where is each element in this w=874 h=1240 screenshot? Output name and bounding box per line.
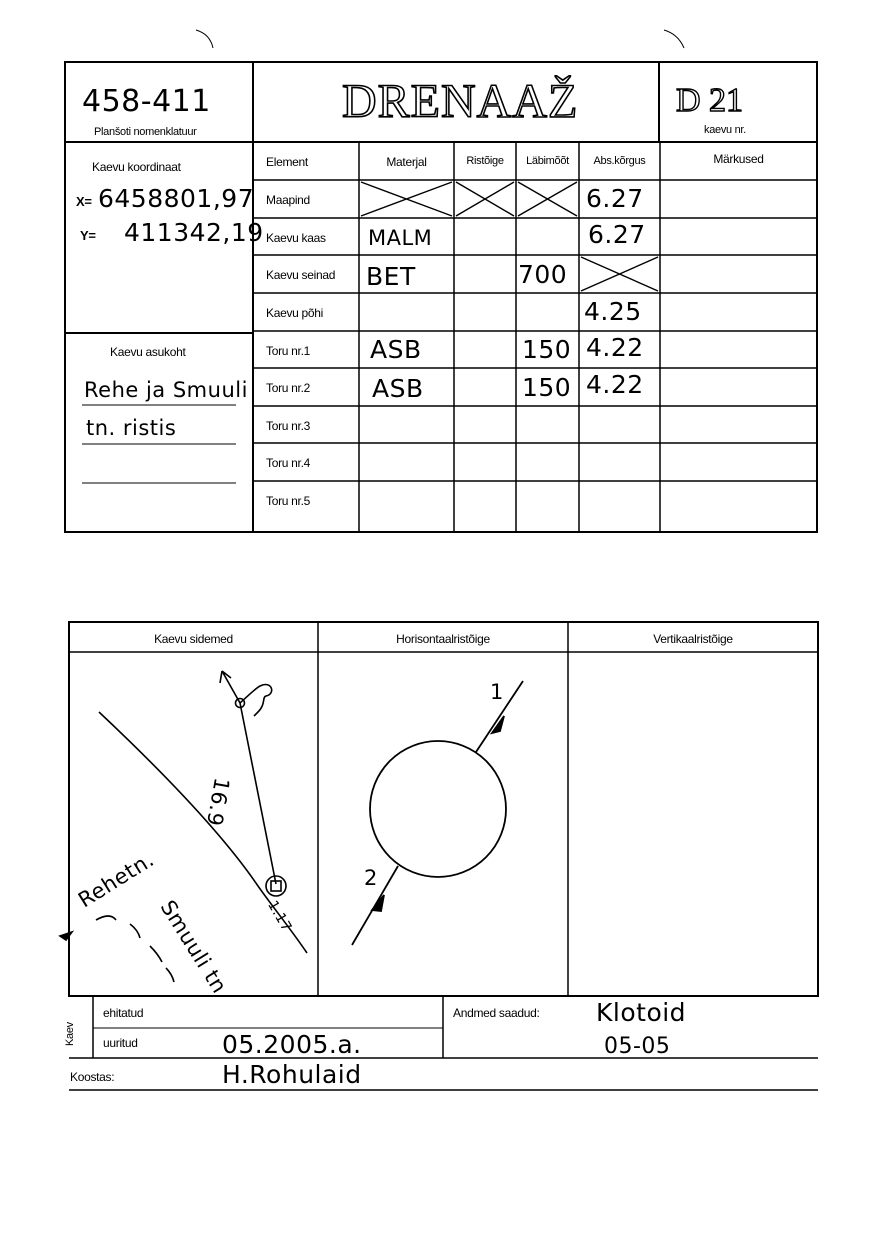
horizontal-section-sketch — [352, 681, 523, 945]
pipe-1-label: 1 — [490, 680, 504, 704]
row-element-0: Maapind — [266, 193, 310, 207]
row-element-4: Toru nr.1 — [266, 344, 310, 358]
col-header-notes: Märkused — [713, 152, 764, 166]
row-diameter-4: 150 — [522, 335, 572, 364]
row-material-1: MALM — [368, 226, 433, 250]
row-diameter-2: 700 — [518, 260, 568, 289]
sketch-header-connections: Kaevu sidemed — [154, 632, 233, 646]
page-title: DRENAAŽ — [342, 75, 579, 128]
kaev-label: Kaev — [64, 1022, 76, 1046]
sketch-header-vertical: Vertikaalristõige — [653, 632, 733, 646]
street-smuuli-label: Smuuli tn — [155, 896, 232, 998]
row-element-7: Toru nr.4 — [266, 456, 310, 470]
street-rehe-label: Rehetn. — [74, 847, 159, 913]
row-element-8: Toru nr.5 — [266, 494, 310, 508]
x-prefix: X= — [76, 194, 92, 209]
data-from-label: Andmed saadud: — [453, 1006, 540, 1020]
row-abs-height-4: 4.22 — [586, 333, 644, 362]
compiled-value: H.Rohulaid — [222, 1060, 362, 1089]
x-coordinate-value: 6458801,97 — [98, 184, 255, 213]
surveyed-label: uuritud — [103, 1036, 138, 1050]
well-number-label: kaevu nr. — [704, 124, 746, 136]
nomenclature-label: Planšoti nomenklatuur — [94, 126, 197, 138]
col-header-element: Element — [266, 155, 308, 169]
row-element-2: Kaevu seinad — [266, 268, 336, 282]
y-prefix: Y= — [80, 228, 96, 243]
location-line-2: tn. ristis — [86, 416, 177, 440]
row-diameter-5: 150 — [522, 373, 572, 402]
nomenclature-value: 458-411 — [82, 84, 211, 119]
row-abs-height-5: 4.22 — [586, 370, 644, 399]
row-abs-height-1: 6.27 — [588, 220, 646, 249]
row-element-6: Toru nr.3 — [266, 419, 310, 433]
row-material-5: ASB — [372, 374, 424, 403]
offset-label: 1.17 — [264, 898, 295, 935]
col-header-cross-section: Ristõige — [466, 155, 504, 167]
row-element-1: Kaevu kaas — [266, 231, 326, 245]
built-label: ehitatud — [103, 1006, 144, 1020]
col-header-abs-height: Abs.kõrgus — [593, 155, 646, 167]
row-material-2: BET — [366, 262, 416, 291]
row-element-3: Kaevu põhi — [266, 306, 324, 320]
col-header-material: Materjal — [386, 155, 427, 169]
row-element-5: Toru nr.2 — [266, 381, 310, 395]
well-code: D 21 — [676, 82, 744, 119]
col-header-diameter: Läbimõõt — [526, 155, 569, 167]
data-from-date: 05-05 — [604, 1034, 671, 1059]
y-coordinate-value: 411342,19 — [124, 218, 264, 247]
distance-label: 16.9 — [201, 775, 234, 829]
sketch-header-horizontal: Horisontaalristõige — [396, 632, 490, 646]
pipe-2-label: 2 — [364, 866, 378, 890]
coordinates-label: Kaevu koordinaat — [92, 160, 181, 174]
location-line-1: Rehe ja Smuuli — [84, 378, 248, 402]
compiled-label: Koostas: — [70, 1070, 115, 1084]
row-abs-height-3: 4.25 — [584, 297, 642, 326]
row-abs-height-0: 6.27 — [586, 184, 644, 213]
row-material-4: ASB — [370, 335, 422, 364]
data-from-value: Klotoid — [596, 998, 687, 1027]
surveyed-value: 05.2005.a. — [222, 1030, 362, 1059]
location-label: Kaevu asukoht — [110, 345, 186, 359]
